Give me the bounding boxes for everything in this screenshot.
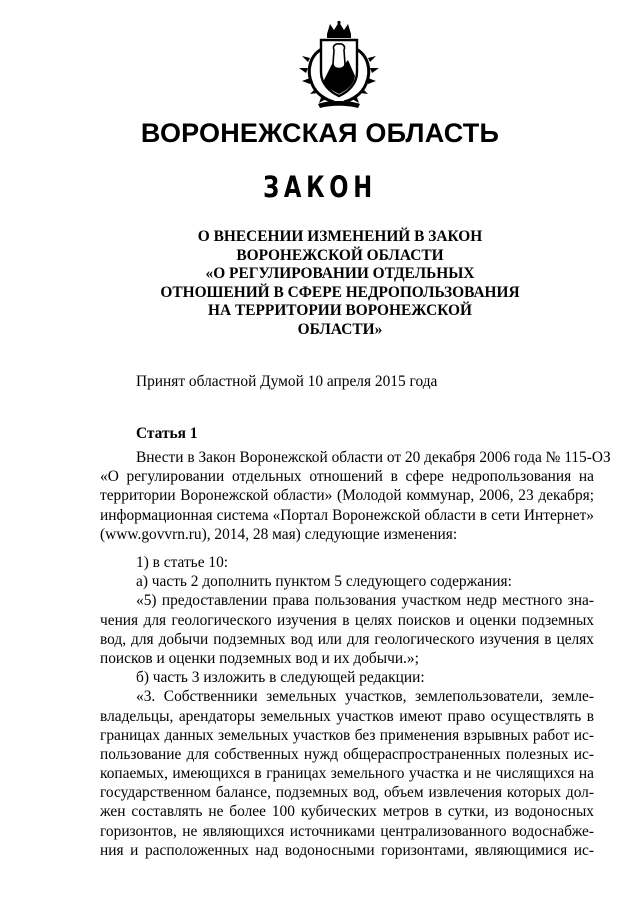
text-line: б) часть 3 изложить в следующей редакции: bbox=[136, 669, 425, 687]
text-line: границах данных земельных участков без применения взрывных работ ис- bbox=[100, 726, 594, 744]
text-line: вод, для добычи подземных вод или для геологического изучения в целях bbox=[100, 630, 594, 648]
document-type: ЗАКОН bbox=[263, 170, 377, 204]
adoption-date: Принят областной Думой 10 апреля 2015 года bbox=[136, 373, 438, 390]
text-line: «О регулировании отдельных отношений в сфере недропользования на bbox=[100, 468, 594, 486]
text-line: «5) предоставлении права пользования участком недр местного зна- bbox=[136, 592, 594, 610]
law-title-line: НА ТЕРРИТОРИИ ВОРОНЕЖСКОЙ bbox=[208, 302, 472, 320]
law-title-line: ОТНОШЕНИЙ В СФЕРЕ НЕДРОПОЛЬЗОВАНИЯ bbox=[160, 283, 520, 301]
text-line: копаемых, имеющихся в границах земельного участка и не числящихся на bbox=[100, 765, 594, 783]
article-intro bbox=[100, 448, 611, 544]
law-title-line: ОБЛАСТИ» bbox=[297, 320, 383, 338]
text-line: горизонтов, не являющихся источниками централизованного водоснабже- bbox=[100, 822, 594, 840]
text-line: а) часть 2 дополнить пунктом 5 следующего содержания: bbox=[136, 573, 512, 591]
text-line: Внести в Закон Воронежской области от 20 декабря 2006 года № 115-ОЗ bbox=[136, 449, 611, 466]
text-line: чения для геологического изучения в целях поисков и оценки подземных bbox=[100, 611, 594, 629]
text-line: информационная система «Портал Воронежской области в сети Интернет» bbox=[100, 506, 594, 524]
region-title: ВОРОНЕЖСКАЯ ОБЛАСТЬ bbox=[140, 118, 500, 148]
text-line: владельцы, арендаторы земельных участков имеют право осуществлять в bbox=[100, 707, 594, 725]
text-line: «3. Собственники земельных участков, землепользователи, земле- bbox=[136, 688, 594, 706]
text-line: пользование для собственных нужд общераспространенных полезных ис- bbox=[100, 745, 594, 763]
law-title-line: О ВНЕСЕНИИ ИЗМЕНЕНИЙ В ЗАКОН bbox=[197, 228, 483, 245]
law-title-line: «О РЕГУЛИРОВАНИИ ОТДЕЛЬНЫХ bbox=[205, 265, 475, 283]
text-line: территории Воронежской области» (Молодой коммунар, 2006, 23 декабря; bbox=[100, 487, 594, 505]
text-line: (www.govvrn.ru), 2014, 28 мая) следующие изменения: bbox=[100, 525, 458, 543]
law-title bbox=[100, 228, 580, 340]
article-heading: Статья 1 bbox=[136, 425, 198, 442]
text-line: поисков и оценки подземных вод и их добычи.»; bbox=[100, 649, 419, 667]
article-items bbox=[100, 553, 594, 860]
text-line: государственном балансе, подземных вод, объем извлечения которых дол- bbox=[100, 784, 594, 802]
coat-of-arms-emblem bbox=[296, 20, 382, 110]
law-title-line: ВОРОНЕЖСКОЙ ОБЛАСТИ bbox=[236, 246, 444, 264]
text-line: 1) в статье 10: bbox=[136, 554, 229, 571]
text-line: жен составлять не более 100 кубических метров в сутки, из водоносных bbox=[100, 803, 594, 821]
text-line: ния и расположенных над водоносными горизонтами, являющимися ис- bbox=[100, 841, 594, 859]
